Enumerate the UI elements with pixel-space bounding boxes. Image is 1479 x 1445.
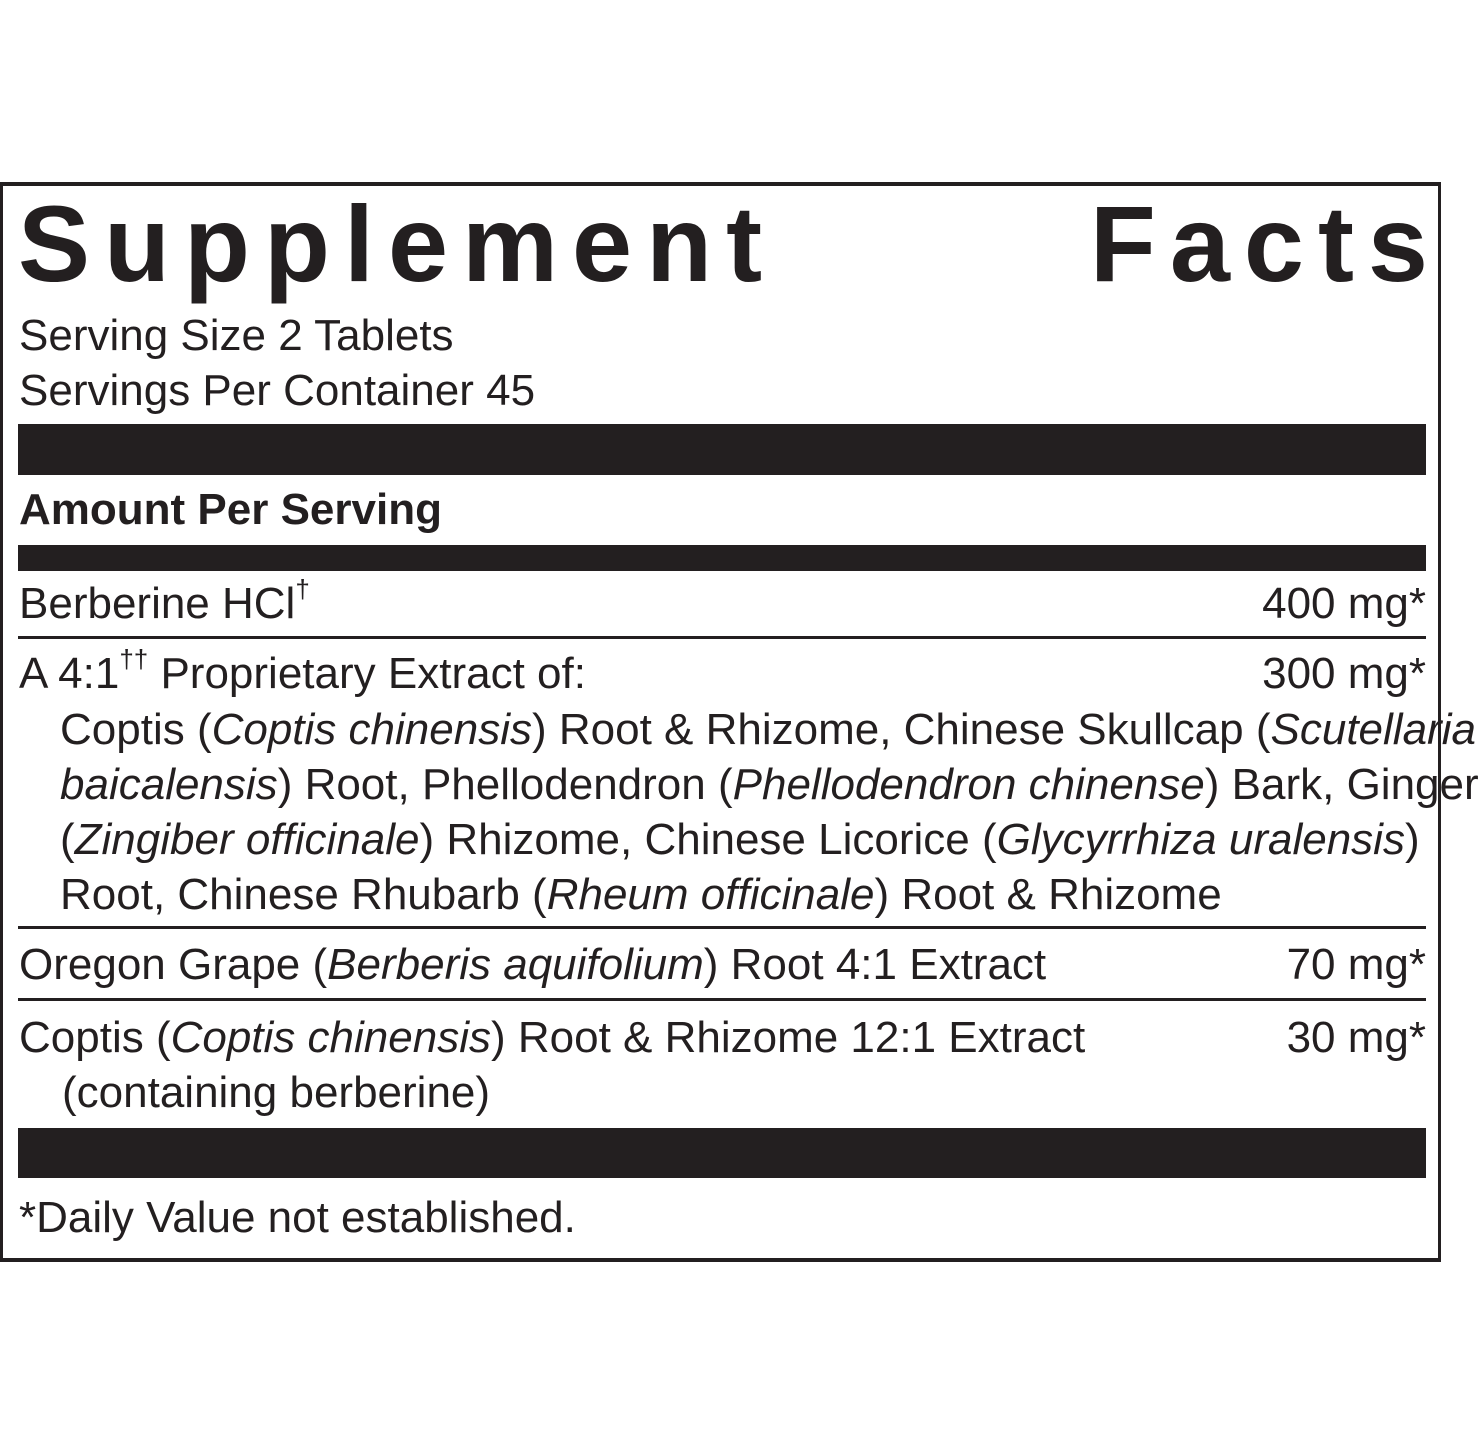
ingredient-amount: 30 mg* bbox=[1286, 1013, 1426, 1062]
thick-divider-header bbox=[18, 545, 1426, 571]
row-divider bbox=[18, 636, 1426, 639]
ingredient-name: Berberine HCl† bbox=[19, 574, 310, 628]
proprietary-blend-line: Root, Chinese Rhubarb (Rheum officinale) Root & Rhizome bbox=[60, 870, 1222, 919]
ingredient-amount: 300 mg* bbox=[1262, 649, 1426, 698]
ingredient-amount: 70 mg* bbox=[1286, 940, 1426, 989]
proprietary-blend-line: baicalensis) Root, Phellodendron (Phellodendron chinense) Bark, Ginger bbox=[60, 760, 1479, 809]
ingredient-name: A 4:1†† Proprietary Extract of: bbox=[19, 644, 586, 698]
proprietary-blend-line: Coptis (Coptis chinensis) Root & Rhizome, Chinese Skullcap (Scutellaria bbox=[60, 705, 1476, 754]
title-word-supplement: Supplement bbox=[18, 183, 777, 304]
serving-size: Serving Size 2 Tablets bbox=[19, 311, 454, 360]
thick-divider-bottom bbox=[18, 1128, 1426, 1178]
title-word-facts: Facts bbox=[1089, 183, 1442, 304]
amount-per-serving-header: Amount Per Serving bbox=[19, 485, 442, 534]
proprietary-blend-line: (Zingiber officinale) Rhizome, Chinese Licorice (Glycyrrhiza uralensis) bbox=[60, 815, 1420, 864]
thick-divider-top bbox=[18, 424, 1426, 475]
ingredient-amount: 400 mg* bbox=[1262, 579, 1426, 628]
row-divider bbox=[18, 926, 1426, 929]
ingredient-name: Oregon Grape (Berberis aquifolium) Root 4:1 Extract bbox=[19, 940, 1047, 989]
row-divider bbox=[18, 998, 1426, 1001]
panel-title bbox=[18, 183, 1442, 304]
servings-per-container: Servings Per Container 45 bbox=[19, 366, 536, 415]
footnote: *Daily Value not established. bbox=[19, 1193, 576, 1242]
ingredient-name: Coptis (Coptis chinensis) Root & Rhizome 12:1 Extract bbox=[19, 1013, 1086, 1062]
ingredient-note: (containing berberine) bbox=[62, 1068, 491, 1117]
